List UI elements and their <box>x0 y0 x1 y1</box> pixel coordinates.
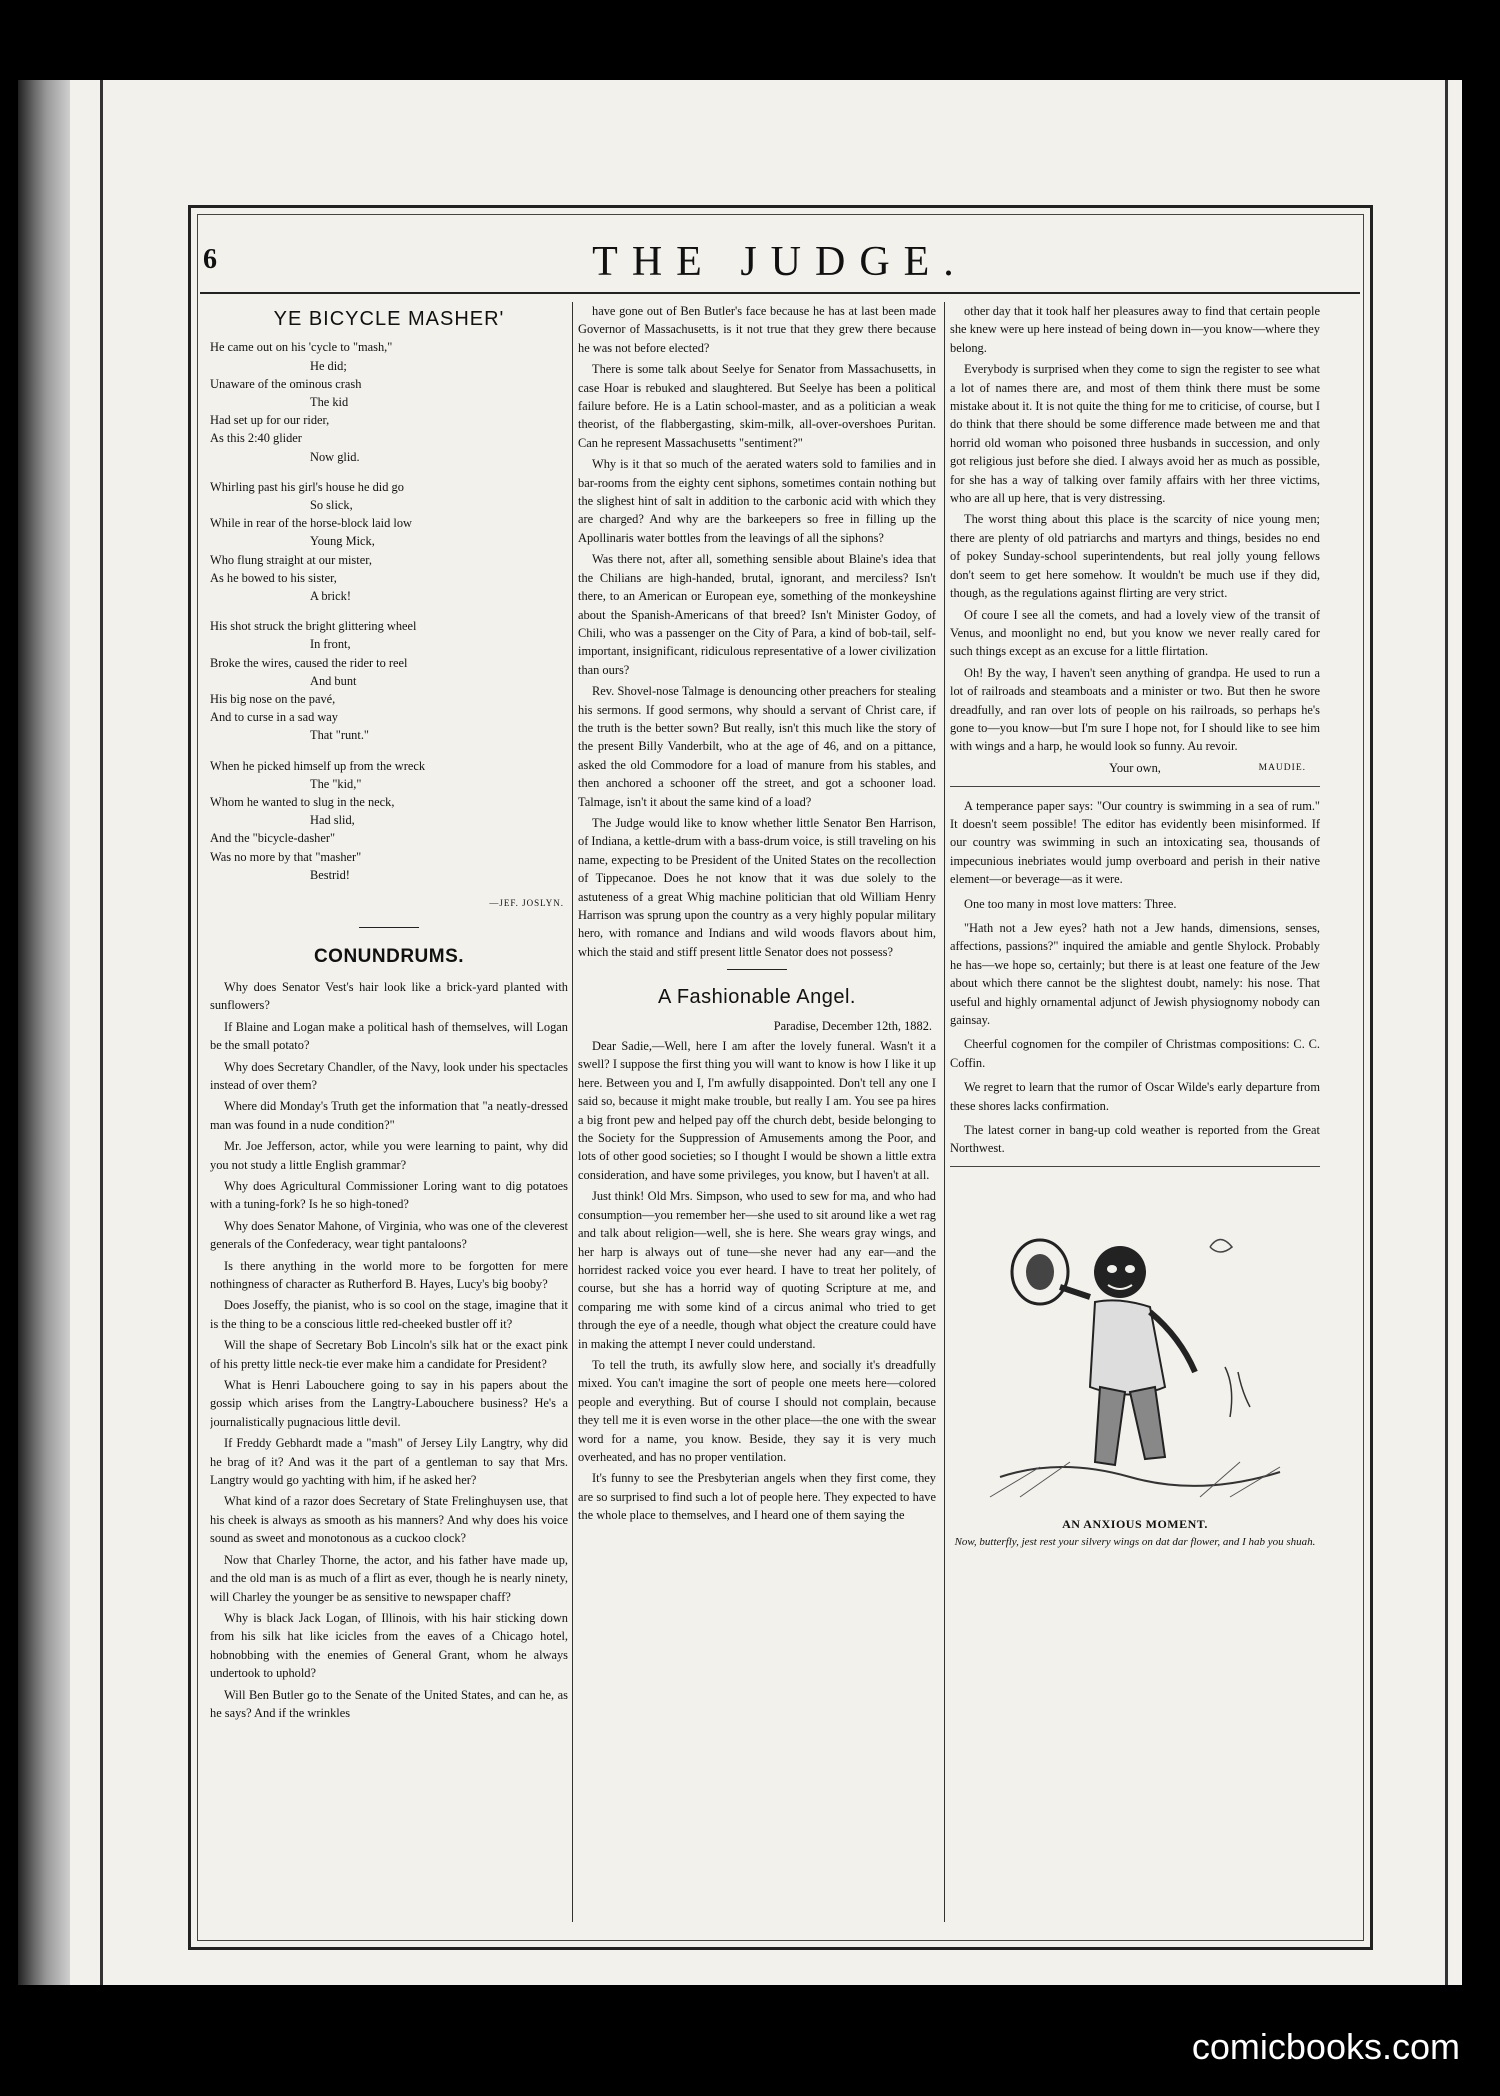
paragraph: To tell the truth, its awfully slow here, and socially it's dreadfully mixed. You can't imagine the sort of people one meets here—colored people and everything. But of course I should not complain, because they tell me it is even worse in the other place—the one with the swear word for a name, you know. Beside, they say it is very much overheated, and has no proper ventilation. <box>578 1357 936 1464</box>
paragraph: Of coure I see all the comets, and had a lovely view of the transit of Venus, and moonlight no end, but you know we never really cared for such things except as an excuse for a little flirtation. <box>950 607 1320 659</box>
paragraph: A temperance paper says: "Our country is swimming in a sea of rum." It doesn't seem possible! The editor has evidently been misinformed. If our country was swimming in such an intoxicating sea, thousands of impecunious inebriates would jump overboard and perish in their native element—or beverage—as it were. <box>950 798 1320 887</box>
poem-stanza <box>210 338 568 465</box>
poem-line: Had set up for our rider, <box>210 413 330 428</box>
poem-line: His big nose on the pavé, <box>210 692 336 707</box>
paragraph: Is there anything in the world more to be forgotten for mere nothingness of character as Rutherford B. Hayes, Lucy's big booby? <box>210 1258 568 1291</box>
paragraph: Mr. Joe Jefferson, actor, while you were learning to paint, why did you not study a little English grammar? <box>210 1139 568 1172</box>
section-rule <box>727 969 787 970</box>
poem-line: He came out on his 'cycle to "mash," <box>210 340 393 355</box>
paragraph: Just think! Old Mrs. Simpson, who used to sew for ma, and who had consumption—you remember her—she used to sit around like a wet rag and talk about religion—well, she is here. She wears gray wings, and her harp is always out of tune—she never had any ear—and the horridest racked voice you ever heard. I have to treat her politely, of course, but she has a horrid way of quoting Scripture at me, and comparing me with some kind of a circus animal who tried to get through the eye of a needle, though what object the creature could have in making the attempt I never could understand. <box>578 1189 936 1351</box>
spine-line-right <box>1445 80 1448 1985</box>
paragraph: Does Joseffy, the pianist, who is so cool on the stage, imagine that it is the thing to be a conscious little red-cheeked bustler off it? <box>210 1298 568 1331</box>
poem-line: When he picked himself up from the wreck <box>210 758 426 773</box>
column-rule-1 <box>572 302 573 1922</box>
angel-letter <box>578 1037 936 1525</box>
poem-line: That "runt." <box>310 728 369 743</box>
poem-line: His shot struck the bright glittering wheel <box>210 619 417 634</box>
paragraph: It's funny to see the Presbyterian angels when they first come, they are so surprised to find such a lot of people here. They expected to have the whole place to themselves, and I heard one of them saying the <box>578 1471 936 1523</box>
boy-illustration-icon <box>980 1177 1290 1507</box>
editorial-paragraphs <box>578 302 936 961</box>
header-rule <box>200 292 1360 294</box>
paragraph: If Blaine and Logan make a political hash of themselves, will Logan be the small potato? <box>210 1019 568 1053</box>
watermark: comicbooks.com <box>1191 2026 1460 2067</box>
paragraph: Everybody is surprised when they come to sign the register to see what a lot of names there are, and most of them think there must be some mistake about it. It is not quite the thing for me to criticise, of course, but I do think that there should be some difference made between me and that horrid old woman who poisoned three husbands in succession, and only got religious just before she died. I always avoid her as much as possible, for she has a way of talking over family affairs with her three victims, who are all up here, that is very distressing. <box>950 362 1320 506</box>
poem-title: YE BICYCLE MASHER' <box>273 308 505 330</box>
paragraph: The worst thing about this place is the scarcity of nice young men; there are plenty of old patriarchs and martyrs and things, besides no end of pokey Sunday-school superintendents, but real jolly young fellows don't seem to get here somehow. It wouldn't be much use if they did, though, as the regulations against flirting are very strict. <box>950 512 1320 601</box>
paragraph: Rev. Shovel-nose Talmage is denouncing other preachers for stealing his sermons. If good sermons, why should a servant of Christ care, if the truth is the better sown? But really, isn't this much like the story of the present Billy Vanderbilt, who at the age of 46, and on a pittance, asked the old Commodore for a load of manure from his stables, and then anchored a schooner off the street, and got a schooner load. Talmage, isn't it about the same kind of a load? <box>578 684 936 809</box>
paragraph: Why does Senator Vest's hair look like a brick-yard planted with sunflowers? <box>210 979 568 1013</box>
column-rule-2 <box>944 302 945 1922</box>
paragraph: Where did Monday's Truth get the information that "a neatly-dressed man was found in a nude condition?" <box>210 1099 568 1132</box>
column-2 <box>578 302 936 1922</box>
poem-line: Young Mick, <box>310 534 375 549</box>
poem-body <box>210 338 568 884</box>
paragraph: "Hath not a Jew eyes? hath not a Jew hands, dimensions, senses, affections, passions?" inquired the amiable and gentle Shylock. Probably he has—we hope so, certainly; but there is at least one feature of the Jew about which there cannot be the slightest doubt, namely: his nose. That useful and highly ornamental adjunct of Jewish physiognomy nobody can gainsay. <box>950 921 1320 1028</box>
paragraph: What is Henri Labouchere going to say in his papers about the gossip which arises from the Langtry-Labouchere business? He's a journalistically pugnacious little devil. <box>210 1378 568 1429</box>
conundrums-list <box>210 978 568 1722</box>
poem-line: The "kid," <box>310 776 362 791</box>
poem-line: As this 2:40 glider <box>210 431 302 446</box>
illustration-boy-butterfly <box>980 1177 1290 1507</box>
angel-title: A Fashionable Angel. <box>658 986 856 1009</box>
poem-line: He did; <box>310 358 347 373</box>
page-header <box>195 238 1365 288</box>
paragraph: There is some talk about Seelye for Senator from Massachusetts, in case Hoar is rebuked and slaughtered. But Seelye has been a political failure before. He is a Latin school-master, and as a politician a weak theorist, of the flabbergasting, skim-milk, all-over-overshoes Puritan. Can he represent Massachusetts "sentiment?" <box>578 362 936 450</box>
paragraph: Oh! By the way, I haven't seen anything of grandpa. He used to run a lot of railroads and steamboats and a minister or two. But then he swore dreadfully, and ran over lots of people on his railroads, so perhaps he's gone to—you know—but I'm sure I hope not, for I should like to see him with wings and a harp, he would look so funny. Au revoir. <box>950 665 1320 754</box>
poem-line: Was no more by that "masher" <box>210 849 362 864</box>
poem-line: While in rear of the horse-block laid low <box>210 516 412 531</box>
paragraph: Cheerful cognomen for the compiler of Christmas compositions: C. C. Coffin. <box>950 1037 1320 1070</box>
poem-line: So slick, <box>310 498 353 513</box>
illustration-caption-title: AN ANXIOUS MOMENT. <box>1062 1516 1208 1531</box>
poem-line: Whom he wanted to slug in the neck, <box>210 795 395 810</box>
poem-line: And to curse in a sad way <box>210 710 339 725</box>
paragraph: Why does Senator Mahone, of Virginia, who was one of the cleverest generals of the Confederacy, wear tight pantaloons? <box>210 1218 568 1252</box>
paragraph: Will the shape of Secretary Bob Lincoln's silk hat or the exact pink of his pretty little neck-tie ever make him a candidate for President? <box>210 1338 568 1371</box>
paragraph-items <box>950 797 1320 1158</box>
column-3 <box>950 302 1320 1922</box>
poem-line: In front, <box>310 637 351 652</box>
section-rule <box>950 1166 1320 1167</box>
spine-line-left <box>100 80 103 1985</box>
paragraph: Why does Agricultural Commissioner Loring want to dig potatoes with a tuning-fork? Is he so high-toned? <box>210 1178 568 1212</box>
poem-line: Whirling past his girl's house he did go <box>210 479 404 494</box>
letter-signoff: Your own, <box>1109 760 1161 775</box>
poem-line: A brick! <box>310 589 351 604</box>
poem-stanza <box>210 478 568 605</box>
poem-line: Had slid, <box>310 813 355 828</box>
paragraph: One too many in most love matters: Three. <box>964 896 1177 911</box>
paragraph: The Judge would like to know whether little Senator Ben Harrison, of Indiana, a kettle-drum with a bass-drum voice, is still traveling on his name, expecting to be President of the United States on the recollection of Tippecanoe. Does he not know that it was due solely to the astuteness of a great Whig machine politician that old William Henry Harrison was sprung upon the country as a very highly popular military hero, with romance and Indians and wild woods flavors about him, which the staid and stiff present little Senator does not possess? <box>578 815 936 959</box>
paragraph: The latest corner in bang-up cold weather is reported from the Great Northwest. <box>950 1123 1320 1156</box>
paragraph: If Freddy Gebhardt made a "mash" of Jersey Lily Langtry, why did he brag of it? And was it the part of a gentleman to say that Mrs. Langtry would go yachting with him, if he asked her? <box>210 1436 568 1488</box>
paragraph: Why does Secretary Chandler, of the Navy, look under his spectacles instead of over them? <box>210 1059 568 1092</box>
paragraph: What kind of a razor does Secretary of State Frelinghuysen use, that his cheek is always as smooth as his manners? And why does his voice sound as sweet and monotonous as a cuckoo clock? <box>210 1494 568 1546</box>
conundrums-title: CONUNDRUMS. <box>313 945 465 967</box>
poem-stanza <box>210 757 568 884</box>
paragraph: We regret to learn that the rumor of Oscar Wilde's early departure from these shores lacks confirmation. <box>950 1080 1320 1113</box>
angel-dateline: Paradise, December 12th, 1882. <box>773 1018 932 1033</box>
section-rule <box>950 786 1320 787</box>
poem-line: Bestrid! <box>310 867 350 882</box>
poem-line: Unaware of the ominous crash <box>210 376 362 391</box>
poem-line: The kid <box>310 395 349 410</box>
paragraph: have gone out of Ben Butler's face because he has at last been made Governor of Massachusetts, is it not true that they grew there because he was not before elected? <box>578 304 936 355</box>
paragraph: Now that Charley Thorne, the actor, and his father have made up, and the old man is as much of a flirt as ever, though he is nearly ninety, will Charley the younger be as sensitive to newspaper chaff? <box>210 1552 568 1604</box>
poem-line: Who flung straight at our mister, <box>210 552 372 567</box>
paragraph: Why is black Jack Logan, of Illinois, with his hair sticking down from his silk hat like icicles from the eaves of a Chicago hotel, hobnobbing with the enemies of General Grant, whom he always undertook to uphold? <box>210 1610 568 1681</box>
paragraph: Was there not, after all, something sensible about Blaine's idea that the Chilians are high-handed, brutal, ignorant, and merciless? Isn't there, to an American or European eye, something of the monkeyshine about the Spanish-Americans of that breed? Isn't Minister Godoy, of Chili, who was a passenger on the City of Para, a kind of bob-tail, self-important, insignificant, ridiculous representative of a lower civilization than ours? <box>578 552 936 677</box>
poem-line: Broke the wires, caused the rider to reel <box>210 655 408 670</box>
paragraph: Will Ben Butler go to the Senate of the United States, and can he, as he says? And if the wrinkles <box>210 1687 568 1720</box>
poem-author: —JEF. JOSLYN. <box>489 898 564 909</box>
paragraph: Why is it that so much of the aerated waters sold to families and in bar-rooms from the eighty cent siphons, sometimes contain nothing but the slighest hint of salt in addition to the carbonic acid with which they are charged? And why are the barkeepers so free in filling up the Apollinaris water bottles from the leavings of all the siphons? <box>578 457 936 545</box>
column-1 <box>210 302 568 1922</box>
illustration-caption-text: Now, butterfly, jest rest your silvery wings on dat dar flower, and I hab you shuah. <box>954 1536 1316 1549</box>
masthead: THE JUDGE. <box>592 239 968 285</box>
paragraph: other day that it took half her pleasures away to find that certain people she knew were up here instead of being down in—you know—where they belong. <box>950 304 1320 355</box>
paragraph: Dear Sadie,—Well, here I am after the lovely funeral. Wasn't it a swell? I suppose the first thing you will want to know is how I like it up here. Between you and I, I'm awfully disappointed. Don't tell any one I said so, because it might make trouble, but really I am. You see pa hires a big front pew and helped pay off the church debt, beside belonging to the Society for the Suppression of Amusements among the Poor, and lots of other good societies; so I thought I would be shown a little extra consideration, and have some privileges, you know, but I haven't at all. <box>578 1039 936 1182</box>
poem-line: And bunt <box>310 673 357 688</box>
section-rule <box>359 927 419 928</box>
poem-line: As he bowed to his sister, <box>210 570 337 585</box>
binding-shadow <box>18 80 70 1985</box>
poem-stanza <box>210 617 568 744</box>
poem-line: And the "bicycle-dasher" <box>210 831 336 846</box>
letter-continued <box>950 302 1320 756</box>
page-number: 6 <box>203 244 217 275</box>
letter-signer: MAUDIE. <box>1258 763 1306 774</box>
poem-line: Now glid. <box>310 449 360 464</box>
